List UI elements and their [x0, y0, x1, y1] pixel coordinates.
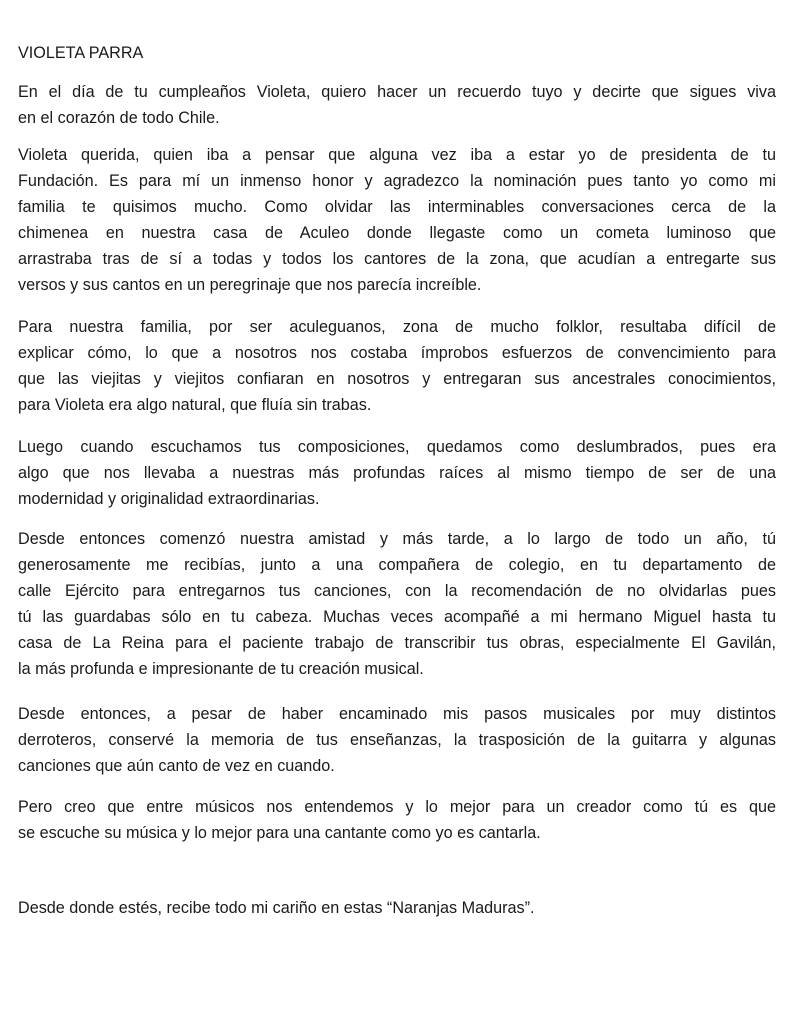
paragraph-line: Desde donde estés, recibe todo mi cariño en estas “Naranjas Maduras”.	[18, 899, 535, 917]
paragraph-line: que las viejitas y viejitos confiaran en nosotros y entregaran sus ancestrales conocimientos,	[18, 370, 776, 388]
paragraph-5	[18, 526, 776, 682]
paragraph-line: en el corazón de todo Chile.	[18, 109, 220, 127]
paragraph-2	[18, 142, 776, 298]
paragraph-line: Desde entonces comenzó nuestra amistad y más tarde, a lo largo de todo un año, tú	[18, 530, 776, 548]
paragraph-line: algo que nos llevaba a nuestras más profundas raíces al mismo tiempo de ser de una	[18, 464, 776, 482]
paragraph-line: derroteros, conservé la memoria de tus enseñanzas, la trasposición de la guitarra y algunas	[18, 731, 776, 749]
paragraph-line: para Violeta era algo natural, que fluía sin trabas.	[18, 396, 372, 414]
paragraph-line: calle Ejército para entregarnos tus canciones, con la recomendación de no olvidarlas pues	[18, 582, 776, 600]
paragraph-line: En el día de tu cumpleaños Violeta, quiero hacer un recuerdo tuyo y decirte que sigues viva	[18, 83, 776, 101]
paragraph-6	[18, 701, 776, 779]
paragraph-line: familia te quisimos mucho. Como olvidar las interminables conversaciones cerca de la	[18, 198, 776, 216]
paragraph-line: casa de La Reina para el paciente trabajo de transcribir tus obras, especialmente El Gavilán,	[18, 634, 776, 652]
paragraph-line: explicar cómo, lo que a nosotros nos costaba ímprobos esfuerzos de convencimiento para	[18, 344, 776, 362]
paragraph-line: versos y sus cantos en un peregrinaje que nos parecía increíble.	[18, 276, 482, 294]
paragraph-line: generosamente me recibías, junto a una compañera de colegio, en tu departamento de	[18, 556, 776, 574]
paragraph-7	[18, 794, 776, 846]
paragraph-line: arrastraba tras de sí a todas y todos los cantores de la zona, que acudían a entregarte sus	[18, 250, 776, 268]
paragraph-8	[18, 895, 776, 921]
paragraph-line: canciones que aún canto de vez en cuando.	[18, 757, 335, 775]
paragraph-line: la más profunda e impresionante de tu creación musical.	[18, 660, 424, 678]
paragraph-line: tú las guardabas sólo en tu cabeza. Muchas veces acompañé a mi hermano Miguel hasta tu	[18, 608, 776, 626]
paragraph-line: modernidad y originalidad extraordinarias.	[18, 490, 320, 508]
paragraph-line: chimenea en nuestra casa de Aculeo donde llegaste como un cometa luminoso que	[18, 224, 776, 242]
paragraph-line: Luego cuando escuchamos tus composiciones, quedamos como deslumbrados, pues era	[18, 438, 776, 456]
paragraph-line: Fundación. Es para mí un inmenso honor y agradezco la nominación pues tanto yo como mi	[18, 172, 776, 190]
paragraph-line: Violeta querida, quien iba a pensar que alguna vez iba a estar yo de presidenta de tu	[18, 146, 776, 164]
paragraph-3	[18, 314, 776, 418]
paragraph-line: se escuche su música y lo mejor para una cantante como yo es cantarla.	[18, 824, 541, 842]
paragraph-1	[18, 79, 776, 131]
paragraph-4	[18, 434, 776, 512]
document-title: VIOLETA PARRA	[18, 44, 144, 62]
paragraph-line: Para nuestra familia, por ser aculeguanos, zona de mucho folklor, resultaba difícil de	[18, 318, 776, 336]
paragraph-line: Pero creo que entre músicos nos entendemos y lo mejor para un creador como tú es que	[18, 798, 776, 816]
paragraph-line: Desde entonces, a pesar de haber encaminado mis pasos musicales por muy distintos	[18, 705, 776, 723]
